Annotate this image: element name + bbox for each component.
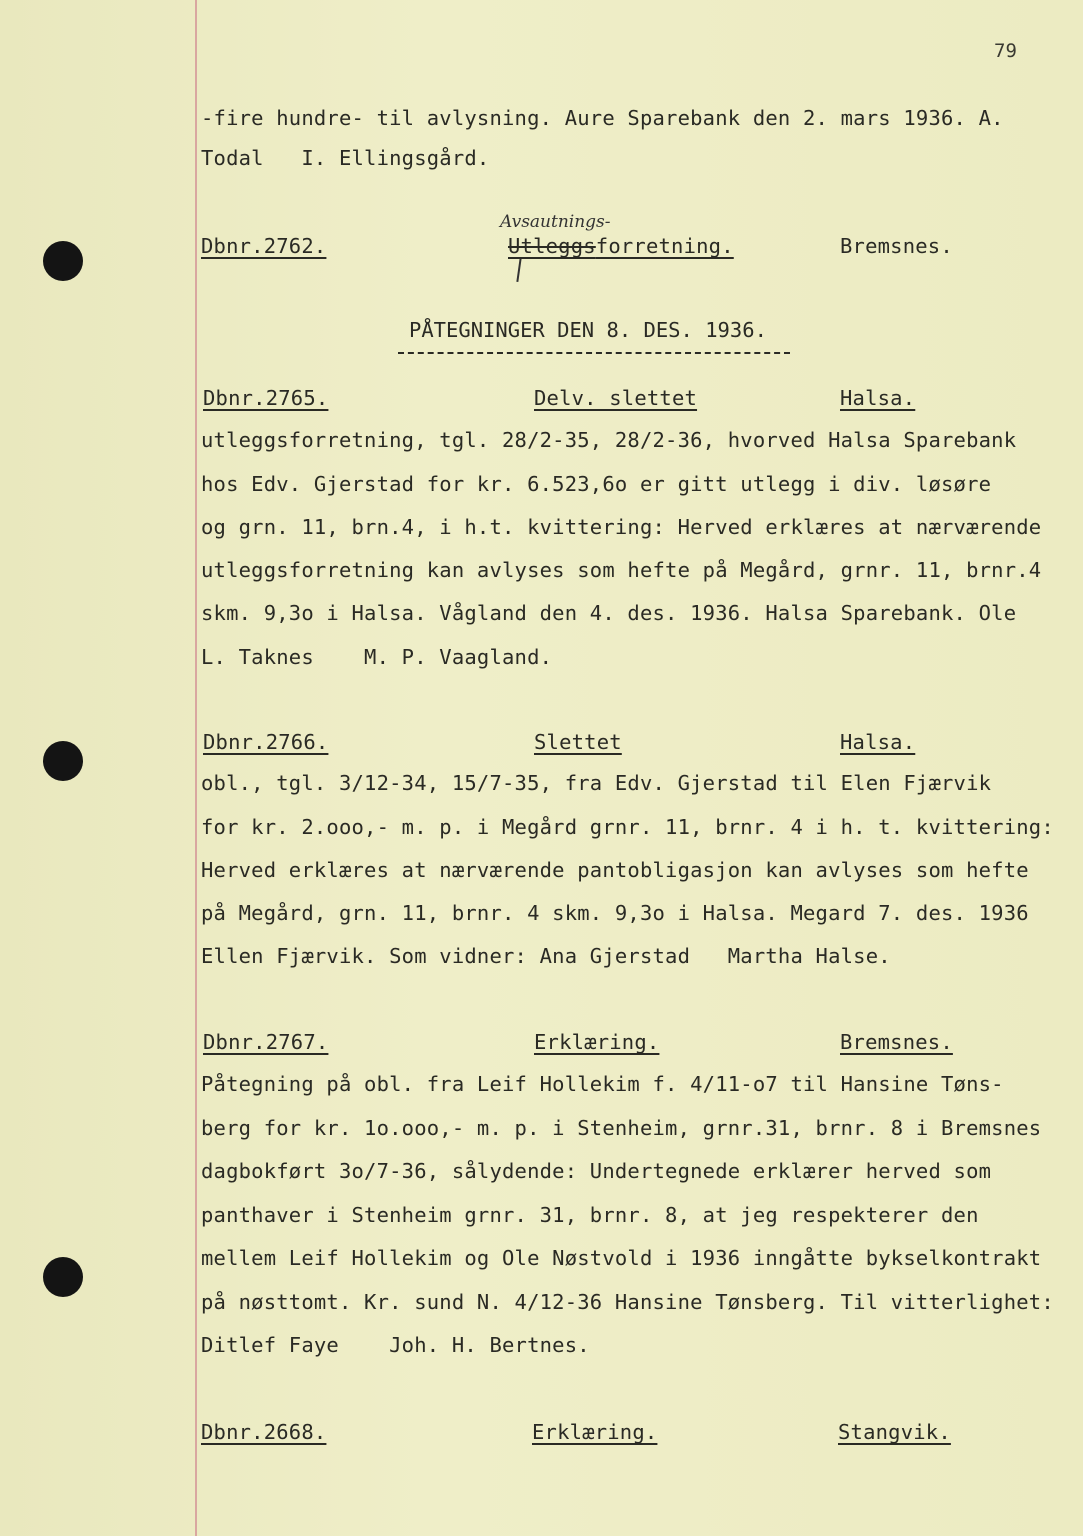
handwritten-mark bbox=[516, 258, 521, 282]
entry-text-line: Påtegning på obl. fra Leif Hollekim f. 4/11-o7 til Hansine Tøns- bbox=[201, 1072, 1004, 1096]
entry-text-line: panthaver i Stenheim grnr. 31, brnr. 8, at jeg respekterer den bbox=[201, 1203, 979, 1227]
entry-place: Halsa. bbox=[840, 386, 916, 410]
entry-number: Dbnr.2668. bbox=[201, 1420, 327, 1444]
entry-status: Slettet bbox=[534, 730, 622, 754]
entry-text-line: og grn. 11, brn.4, i h.t. kvittering: Herved erklæres at nærværende bbox=[201, 515, 1042, 539]
entry-type bbox=[508, 234, 734, 258]
entry-text-line: skm. 9,3o i Halsa. Vågland den 4. des. 1936. Halsa Sparebank. Ole bbox=[201, 601, 1017, 625]
entry-text-line: mellem Leif Hollekim og Ole Nøstvold i 1936 inngåtte bykselkontrakt bbox=[201, 1246, 1042, 1270]
entry-status: Delv. slettet bbox=[534, 386, 698, 410]
entry-text-line: L. Taknes M. P. Vaagland. bbox=[201, 645, 553, 669]
entry-text-line: hos Edv. Gjerstad for kr. 6.523,6o er gitt utlegg i div. løsøre bbox=[201, 472, 992, 496]
section-title-rule bbox=[398, 352, 790, 354]
entry-type-rest: forretning. bbox=[595, 234, 734, 258]
entry-text-line: obl., tgl. 3/12-34, 15/7-35, fra Edv. Gjerstad til Elen Fjærvik bbox=[201, 771, 992, 795]
entry-text-line: berg for kr. 1o.ooo,- m. p. i Stenheim, grnr.31, brnr. 8 i Bremsnes bbox=[201, 1116, 1042, 1140]
entry-text-line: Herved erklæres at nærværende pantobligasjon kan avlyses som hefte bbox=[201, 858, 1029, 882]
section-title: PÅTEGNINGER DEN 8. DES. 1936. bbox=[409, 318, 767, 342]
struck-text: Utleggs bbox=[508, 234, 596, 258]
entry-place: Stangvik. bbox=[838, 1420, 951, 1444]
entry-place: Halsa. bbox=[840, 730, 916, 754]
entry-text-line: utleggsforretning, tgl. 28/2-35, 28/2-36, hvorved Halsa Sparebank bbox=[201, 428, 1017, 452]
entry-text-line: på nøsttomt. Kr. sund N. 4/12-36 Hansine Tønsberg. Til vitterlighet: bbox=[201, 1290, 1054, 1314]
entry-text-line: utleggsforretning kan avlyses som hefte på Megård, grnr. 11, brnr.4 bbox=[201, 558, 1042, 582]
intro-line: -fire hundre- til avlysning. Aure Sparebank den 2. mars 1936. A. bbox=[201, 106, 1004, 130]
entry-number: Dbnr.2767. bbox=[203, 1030, 329, 1054]
entry-number: Dbnr.2762. bbox=[201, 234, 327, 258]
entry-place: Bremsnes. bbox=[840, 234, 953, 258]
entry-status: Erklæring. bbox=[534, 1030, 660, 1054]
entry-status: Erklæring. bbox=[532, 1420, 658, 1444]
punch-hole bbox=[43, 1257, 83, 1297]
punch-hole bbox=[43, 741, 83, 781]
punch-hole bbox=[43, 241, 83, 281]
entry-number: Dbnr.2766. bbox=[203, 730, 329, 754]
handwritten-correction: Avsautnings- bbox=[500, 212, 611, 232]
entry-text-line: for kr. 2.ooo,- m. p. i Megård grnr. 11, brnr. 4 i h. t. kvittering: bbox=[201, 815, 1054, 839]
entry-text-line: på Megård, grn. 11, brnr. 4 skm. 9,3o i Halsa. Megard 7. des. 1936 bbox=[201, 901, 1029, 925]
margin-rule bbox=[195, 0, 197, 1536]
entry-number: Dbnr.2765. bbox=[203, 386, 329, 410]
entry-text-line: Ellen Fjærvik. Som vidner: Ana Gjerstad Martha Halse. bbox=[201, 944, 891, 968]
page-number: 79 bbox=[994, 40, 1017, 62]
intro-line: Todal I. Ellingsgård. bbox=[201, 146, 490, 170]
entry-text-line: dagbokført 3o/7-36, sålydende: Undertegnede erklærer herved som bbox=[201, 1159, 992, 1183]
entry-place: Bremsnes. bbox=[840, 1030, 953, 1054]
entry-text-line: Ditlef Faye Joh. H. Bertnes. bbox=[201, 1333, 590, 1357]
